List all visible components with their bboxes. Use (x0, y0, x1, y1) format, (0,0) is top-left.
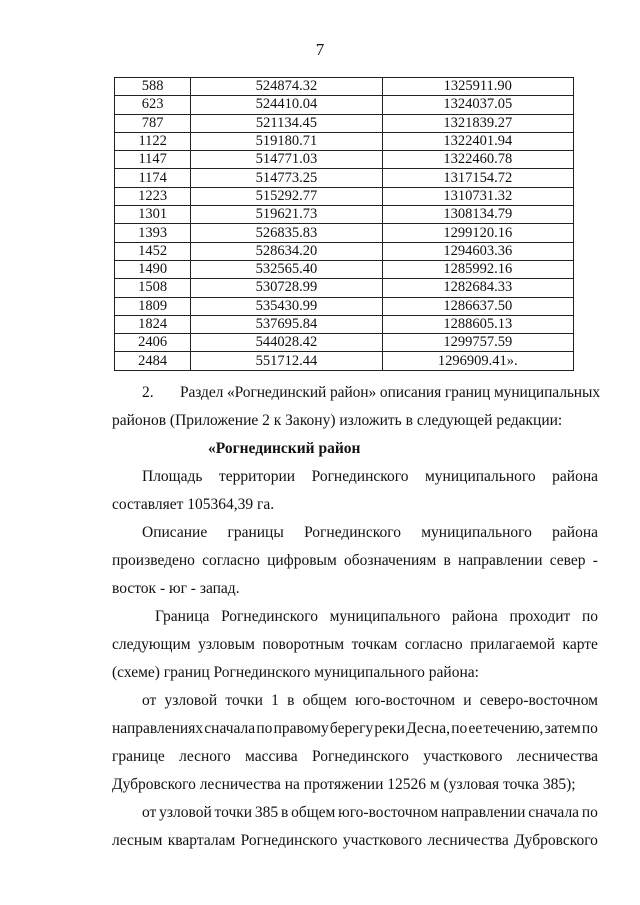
item-text: Раздел «Рогнединский район» описания границ муниципальных (180, 384, 600, 401)
table-row (115, 187, 574, 205)
y-coordinate-cell: 1325911.90 (382, 78, 573, 96)
paragraph-5-line-1 (142, 691, 598, 711)
x-coordinate-cell: 530728.99 (191, 279, 382, 297)
y-coordinate-cell: 1286637.50 (382, 297, 573, 315)
word: берегу (329, 720, 374, 737)
point-number-cell: 623 (115, 96, 191, 114)
word: муниципального (421, 524, 532, 541)
x-coordinate-cell: 544028.42 (191, 334, 382, 352)
point-number-cell: 1393 (115, 224, 191, 242)
y-coordinate-cell: 1285992.16 (382, 260, 573, 278)
point-number-cell: 2406 (115, 334, 191, 352)
x-coordinate-cell: 537695.84 (191, 315, 382, 333)
x-coordinate-cell: 519621.73 (191, 206, 382, 224)
x-coordinate-cell: 551712.44 (191, 352, 382, 370)
x-coordinate-cell: 535430.99 (191, 297, 382, 315)
y-coordinate-cell: 1308134.79 (382, 206, 573, 224)
y-coordinate-cell: 1322401.94 (382, 132, 573, 150)
point-number-cell: 2484 (115, 352, 191, 370)
table-row (115, 96, 574, 114)
word: узловой (159, 804, 212, 821)
x-coordinate-cell: 521134.45 (191, 114, 382, 132)
table-row (115, 260, 574, 278)
word: массива (245, 748, 298, 765)
word: точкам (351, 636, 398, 653)
word: 385 (254, 804, 279, 821)
paragraph-4-line-2 (112, 635, 598, 655)
table-row (115, 315, 574, 333)
x-coordinate-cell: 515292.77 (191, 187, 382, 205)
word: юго-восточном (338, 804, 439, 821)
paragraph-2-line-2: составляет 105364,39 га. (112, 496, 275, 513)
table-row (115, 206, 574, 224)
word: реки (374, 720, 405, 737)
paragraph-3-line-2 (112, 551, 598, 571)
point-number-cell: 1452 (115, 242, 191, 260)
word: Дубровского (514, 832, 598, 849)
word: ее (468, 720, 483, 737)
word: правому (273, 720, 329, 737)
point-number-cell: 1301 (115, 206, 191, 224)
word: района (552, 524, 598, 541)
word: в (287, 692, 295, 709)
paragraph-4-line-1 (155, 607, 598, 627)
point-number-cell: 1508 (115, 279, 191, 297)
word: границе (112, 748, 165, 765)
x-coordinate-cell: 514771.03 (191, 151, 382, 169)
word: север (549, 552, 586, 569)
word: Рогнединского (304, 524, 401, 541)
point-number-cell: 1824 (115, 315, 191, 333)
y-coordinate-cell: 1299120.16 (382, 224, 573, 242)
word: обозначениям (343, 552, 437, 569)
word: в (280, 804, 289, 821)
x-coordinate-cell: 514773.25 (191, 169, 382, 187)
word: карте (562, 636, 598, 653)
word: юго-восточном (355, 692, 456, 709)
table-row (115, 78, 574, 96)
paragraph-5-line-4: Дубровского лесничества на протяжении 12526 м (узловая точка 385); (112, 776, 576, 793)
paragraph-3-line-3: восток - юг - запад. (112, 580, 240, 597)
paragraph-4-line-3: (схеме) границ Рогнединского муниципального района: (112, 664, 479, 681)
paragraph-5-line-3 (112, 747, 598, 767)
table-row (115, 297, 574, 315)
word: от (142, 804, 157, 821)
coordinates-table-body (115, 78, 574, 371)
x-coordinate-cell: 532565.40 (191, 260, 382, 278)
word: в (443, 552, 451, 569)
word: 1 (271, 692, 279, 709)
table-row (115, 224, 574, 242)
word: точки (214, 804, 253, 821)
word: - (592, 552, 598, 569)
word: кварталам (167, 832, 236, 849)
page-number: 7 (315, 40, 325, 59)
word: проходит (509, 608, 571, 625)
y-coordinate-cell: 1299757.59 (382, 334, 573, 352)
word: территории (218, 468, 296, 485)
table-row (115, 114, 574, 132)
word: точки (225, 692, 263, 709)
item-number: 2. (142, 384, 154, 401)
point-number-cell: 1147 (115, 151, 191, 169)
word: Рогнединского (240, 832, 338, 849)
y-coordinate-cell: 1317154.72 (382, 169, 573, 187)
x-coordinate-cell: 524410.04 (191, 96, 382, 114)
word: участкового (423, 748, 503, 765)
word: муниципального (425, 468, 536, 485)
word: Рогнединского (311, 468, 409, 485)
word: сначала (204, 720, 256, 737)
word: затем (544, 720, 581, 737)
word: Рогнединского (221, 608, 318, 625)
word: произведено (112, 552, 195, 569)
word: лесным (112, 832, 163, 849)
word: направлениях (112, 720, 204, 737)
x-coordinate-cell: 526835.83 (191, 224, 382, 242)
word: общем (291, 804, 336, 821)
table-row (115, 279, 574, 297)
paragraph-3-line-1 (142, 523, 598, 543)
word: сначала (528, 804, 580, 821)
word: узловой (164, 692, 218, 709)
word: по (581, 720, 598, 737)
word: по (256, 720, 273, 737)
table-row (115, 242, 574, 260)
x-coordinate-cell: 524874.32 (191, 78, 382, 96)
point-number-cell: 1809 (115, 297, 191, 315)
paragraph-6-line-1 (142, 803, 598, 823)
word: прилагаемой (470, 636, 556, 653)
word: от (142, 692, 157, 709)
table-row (115, 334, 574, 352)
word: лесничества (516, 748, 598, 765)
paragraph-1-line-2: районов (Приложение 2 к Закону) изложить в следующей редакции: (112, 412, 563, 429)
point-number-cell: 1490 (115, 260, 191, 278)
y-coordinate-cell: 1288605.13 (382, 315, 573, 333)
word: согласно (202, 552, 260, 569)
word: северо-восточном (479, 692, 598, 709)
word: Десна, (406, 720, 451, 737)
paragraph-5-line-2 (112, 719, 598, 739)
word: района (451, 608, 498, 625)
y-coordinate-cell: 1324037.05 (382, 96, 573, 114)
word: участкового (342, 832, 423, 849)
word: течению, (483, 720, 544, 737)
word: района (552, 468, 598, 485)
word: границы (227, 524, 284, 541)
word: лесного (179, 748, 231, 765)
y-coordinate-cell: 1296909.41». (382, 352, 573, 370)
word: Площадь (142, 468, 203, 485)
y-coordinate-cell: 1282684.33 (382, 279, 573, 297)
word: направлении (458, 552, 543, 569)
word: Рогнединского (312, 748, 409, 765)
word: лесничества (427, 832, 509, 849)
x-coordinate-cell: 528634.20 (191, 242, 382, 260)
point-number-cell: 1122 (115, 132, 191, 150)
point-number-cell: 588 (115, 78, 191, 96)
word: муниципального (329, 608, 441, 625)
paragraph-2-line-1 (142, 467, 598, 487)
table-row (115, 132, 574, 150)
word: общем (302, 692, 347, 709)
word: направлении (440, 804, 526, 821)
word: поворотным (262, 636, 345, 653)
x-coordinate-cell: 519180.71 (191, 132, 382, 150)
point-number-cell: 1223 (115, 187, 191, 205)
word: по (451, 720, 468, 737)
word: по (581, 608, 598, 625)
word: Граница (155, 608, 210, 625)
table-row (115, 352, 574, 370)
paragraph-6-line-2 (112, 831, 598, 851)
word: следующим (112, 636, 191, 653)
word: Описание (142, 524, 208, 541)
y-coordinate-cell: 1310731.32 (382, 187, 573, 205)
word: цифровым (267, 552, 337, 569)
coordinates-table (114, 77, 574, 371)
y-coordinate-cell: 1322460.78 (382, 151, 573, 169)
y-coordinate-cell: 1294603.36 (382, 242, 573, 260)
point-number-cell: 1174 (115, 169, 191, 187)
word: согласно (404, 636, 463, 653)
section-heading: «Рогнединский район (208, 440, 361, 457)
word: и (463, 692, 472, 709)
word: узловым (198, 636, 255, 653)
paragraph-1-line-1 (142, 383, 598, 403)
point-number-cell: 787 (115, 114, 191, 132)
table-row (115, 169, 574, 187)
y-coordinate-cell: 1321839.27 (382, 114, 573, 132)
table-row (115, 151, 574, 169)
word: по (581, 804, 598, 821)
